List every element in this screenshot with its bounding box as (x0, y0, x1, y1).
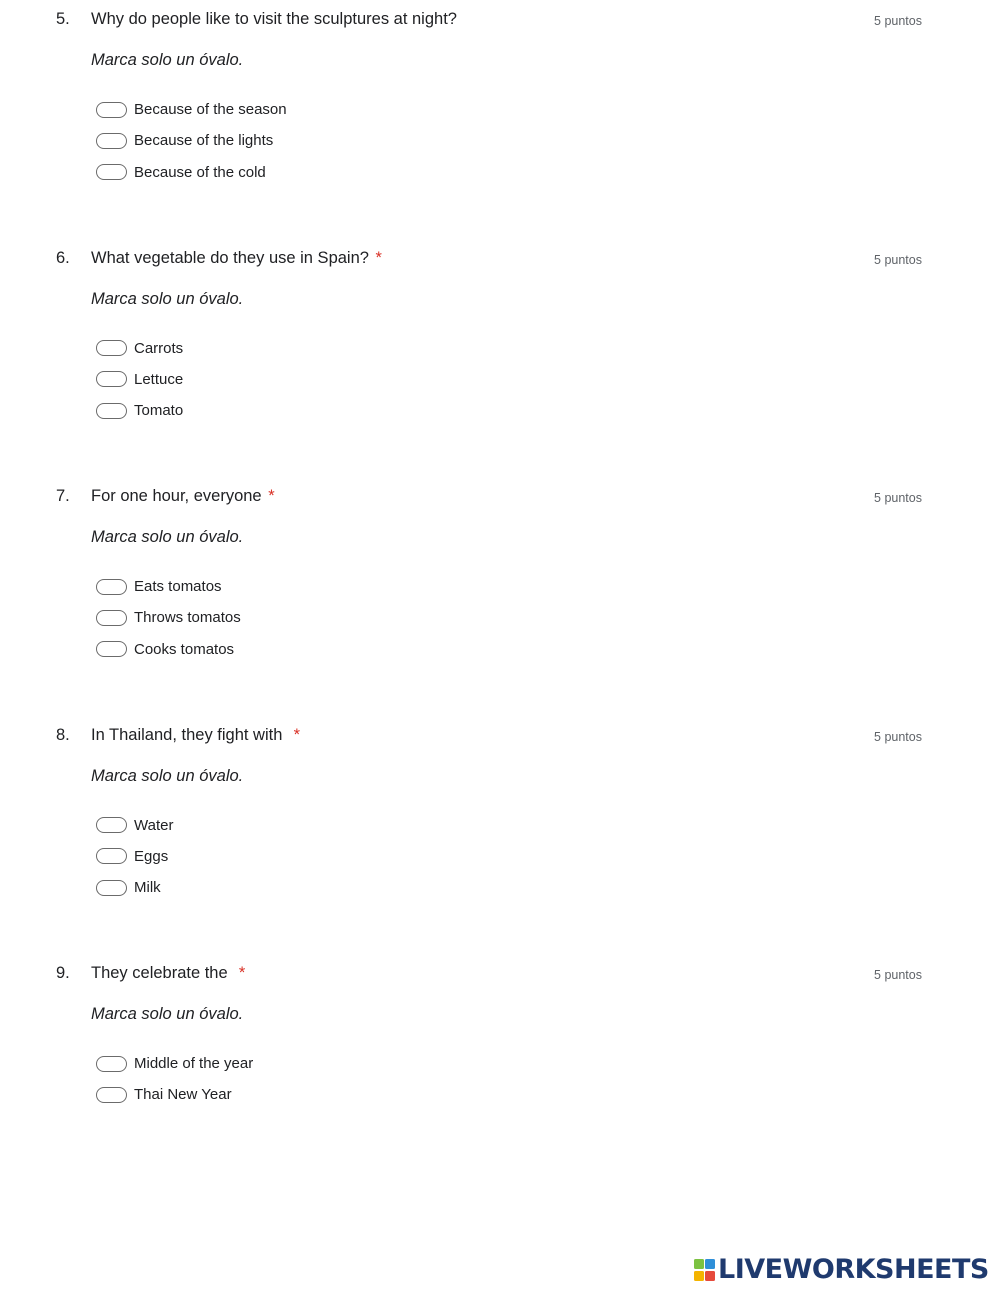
oval-radio-icon[interactable] (96, 848, 127, 864)
question-title (91, 10, 457, 29)
option-label: Eggs (134, 847, 169, 865)
oval-radio-icon[interactable] (96, 102, 127, 118)
liveworksheets-brand (694, 1256, 989, 1284)
option-label: Middle of the year (134, 1055, 254, 1073)
option-label: Water (134, 816, 174, 834)
option-radio[interactable] (96, 333, 183, 364)
oval-radio-icon[interactable] (96, 371, 127, 387)
question-number: 9. (56, 964, 70, 982)
question-number: 7. (56, 487, 70, 505)
question-number: 5. (56, 10, 70, 28)
option-radio[interactable] (96, 634, 241, 665)
required-asterisk: * (238, 964, 246, 982)
oval-radio-icon[interactable] (96, 1087, 127, 1103)
question-title-text: Why do people like to visit the sculptures at night? (91, 10, 457, 28)
required-asterisk: * (293, 725, 300, 744)
option-label: Because of the season (134, 101, 287, 119)
question-title-text: For one hour, everyone (91, 487, 262, 505)
option-label: Cooks tomatos (134, 640, 235, 658)
option-radio[interactable] (96, 157, 287, 188)
option-label: Milk (134, 879, 161, 897)
option-radio[interactable] (96, 872, 173, 903)
question-number: 6. (56, 248, 70, 267)
option-radio[interactable] (96, 602, 241, 633)
question-title (91, 964, 245, 983)
question-points: 5 puntos (874, 252, 922, 267)
oval-radio-icon[interactable] (96, 579, 127, 595)
liveworksheets-logo-icon (694, 1258, 716, 1282)
option-radio[interactable] (96, 364, 183, 395)
question-hint: Marca solo un óvalo. (91, 289, 244, 308)
option-radio[interactable] (96, 571, 241, 602)
option-label: Lettuce (134, 370, 184, 388)
options-group (96, 1048, 253, 1111)
oval-radio-icon[interactable] (96, 641, 127, 657)
option-label: Eats tomatos (134, 578, 222, 596)
question-title-text: They celebrate the (91, 964, 228, 982)
oval-radio-icon[interactable] (96, 133, 127, 149)
option-label: Tomato (134, 402, 184, 420)
question-8 (0, 716, 1000, 916)
option-label: Thai New Year (134, 1086, 232, 1104)
option-label: Because of the lights (134, 132, 274, 150)
question-5 (0, 0, 1000, 200)
oval-radio-icon[interactable] (96, 880, 127, 896)
question-points: 5 puntos (874, 14, 922, 28)
question-points: 5 puntos (874, 968, 922, 982)
required-asterisk: * (375, 248, 382, 267)
options-group (96, 333, 183, 427)
option-label: Throws tomatos (134, 609, 241, 627)
question-title-text: What vegetable do they use in Spain? (91, 248, 369, 267)
options-group (96, 810, 173, 904)
question-title (91, 487, 275, 506)
question-hint: Marca solo un óvalo. (91, 528, 244, 546)
question-number: 8. (56, 725, 70, 744)
question-title-text: In Thailand, they fight with (91, 725, 283, 744)
option-radio[interactable] (96, 810, 173, 841)
question-9 (0, 954, 1000, 1154)
question-points: 5 puntos (874, 729, 922, 744)
option-label: Carrots (134, 339, 184, 357)
option-radio[interactable] (96, 1048, 253, 1079)
option-radio[interactable] (96, 1079, 253, 1110)
option-label: Because of the cold (134, 163, 266, 181)
oval-radio-icon[interactable] (96, 1056, 127, 1072)
oval-radio-icon[interactable] (96, 403, 127, 419)
oval-radio-icon[interactable] (96, 817, 127, 833)
required-asterisk: * (268, 487, 275, 505)
question-hint: Marca solo un óvalo. (91, 51, 244, 69)
oval-radio-icon[interactable] (96, 340, 127, 356)
options-group (96, 571, 241, 665)
options-group (96, 94, 287, 188)
option-radio[interactable] (96, 125, 287, 156)
question-points: 5 puntos (874, 491, 922, 505)
option-radio[interactable] (96, 94, 287, 125)
question-hint: Marca solo un óvalo. (91, 766, 244, 785)
liveworksheets-wordmark: LIVEWORKSHEETS (718, 1254, 989, 1285)
oval-radio-icon[interactable] (96, 610, 127, 626)
option-radio[interactable] (96, 395, 183, 426)
question-title (91, 726, 300, 745)
question-hint: Marca solo un óvalo. (91, 1005, 244, 1023)
question-title (91, 249, 382, 268)
question-6 (0, 239, 1000, 439)
question-7 (0, 477, 1000, 677)
option-radio[interactable] (96, 841, 173, 872)
oval-radio-icon[interactable] (96, 164, 127, 180)
